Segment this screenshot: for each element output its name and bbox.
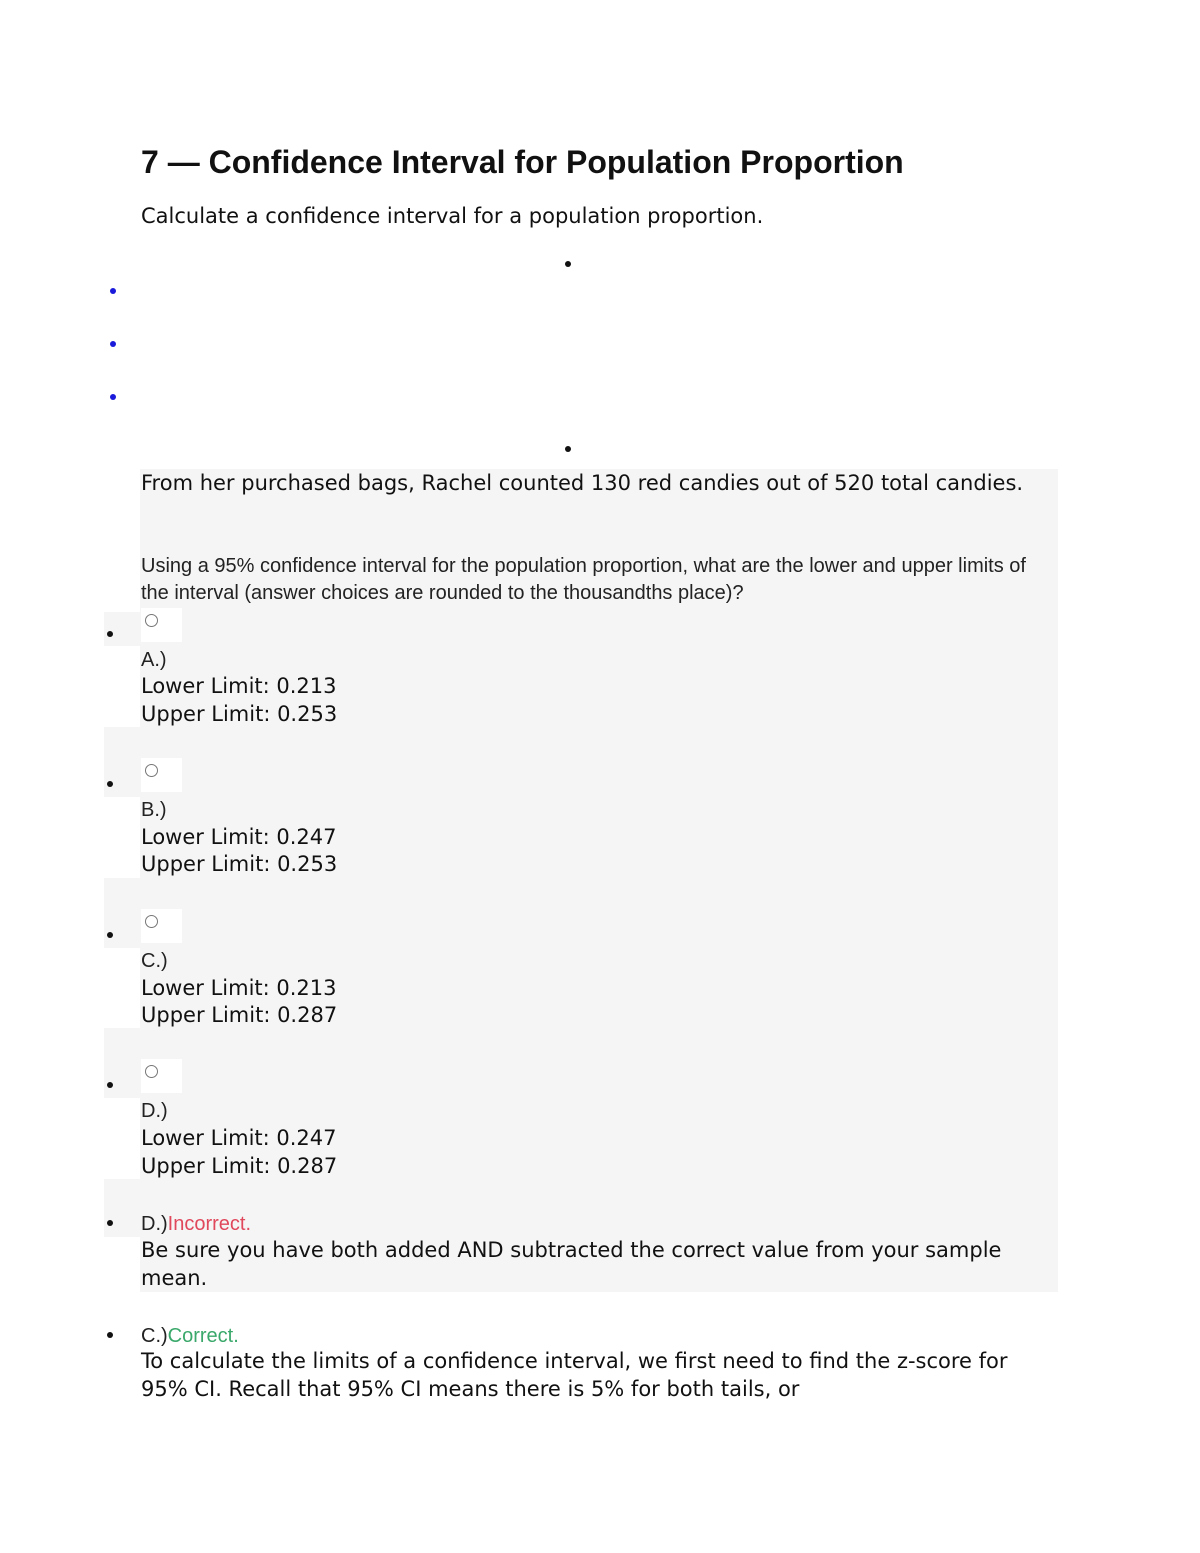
feedback-incorrect-status: Incorrect. <box>167 1213 252 1235</box>
option-c-upper: Upper Limit: 0.287 <box>141 1003 338 1027</box>
option-c-letter: C.) <box>141 950 168 972</box>
option-d-letter: D.) <box>141 1100 168 1122</box>
option-d-lower: Lower Limit: 0.247 <box>141 1126 337 1150</box>
question-prompt: Using a 95% confidence interval for the population proportion, what are the lower and upper limits of the interval (answer choices are rounded to the thousandths place)? <box>141 555 1026 604</box>
feedback-incorrect-header <box>141 1210 251 1237</box>
bullet-icon <box>107 1082 113 1088</box>
feedback-correct-header <box>141 1322 239 1349</box>
option-a-upper: Upper Limit: 0.253 <box>141 702 338 726</box>
feedback-correct-letter: C.) <box>141 1325 168 1347</box>
option-a-letter: A.) <box>141 649 167 671</box>
radio-icon[interactable] <box>145 614 158 627</box>
option-strip <box>104 612 144 646</box>
radio-icon[interactable] <box>145 764 158 777</box>
feedback-correct-message: To calculate the limits of a confidence interval, we first need to find the z-score for 95% CI. Recall that 95% CI means there is 5% for both tails, or <box>141 1349 1008 1401</box>
option-a-lower: Lower Limit: 0.213 <box>141 674 337 698</box>
bullet-icon <box>107 932 113 938</box>
bullet-icon <box>107 1220 113 1226</box>
option-c-radio[interactable] <box>141 909 182 943</box>
bullet-icon <box>107 1332 113 1338</box>
bullet-icon <box>565 446 571 452</box>
nav-bullet-icon[interactable] <box>110 341 116 347</box>
radio-icon[interactable] <box>145 915 158 928</box>
question-text: From her purchased bags, Rachel counted 130 red candies out of 520 total candies. <box>141 471 1024 495</box>
feedback-incorrect-message: Be sure you have both added AND subtracted the correct value from your sample mean. <box>141 1238 1002 1290</box>
page-subtitle: Calculate a confidence interval for a population proportion. <box>141 204 764 228</box>
nav-bullet-icon[interactable] <box>110 288 116 294</box>
option-b-lower: Lower Limit: 0.247 <box>141 825 337 849</box>
option-b-radio[interactable] <box>141 758 182 792</box>
option-c-lower: Lower Limit: 0.213 <box>141 976 337 1000</box>
option-b-upper: Upper Limit: 0.253 <box>141 852 338 876</box>
feedback-correct-status: Correct. <box>167 1325 239 1347</box>
option-d-upper: Upper Limit: 0.287 <box>141 1154 338 1178</box>
bullet-icon <box>565 261 571 267</box>
radio-icon[interactable] <box>145 1065 158 1078</box>
bullet-icon <box>107 631 113 637</box>
option-d-radio[interactable] <box>141 1059 182 1093</box>
option-a-radio[interactable] <box>141 608 182 642</box>
feedback-incorrect-letter: D.) <box>141 1213 168 1235</box>
nav-bullet-icon[interactable] <box>110 394 116 400</box>
option-b-letter: B.) <box>141 799 167 821</box>
option-strip <box>104 1179 144 1237</box>
bullet-icon <box>107 781 113 787</box>
page-title: 7 — Confidence Interval for Population Proportion <box>141 144 904 180</box>
